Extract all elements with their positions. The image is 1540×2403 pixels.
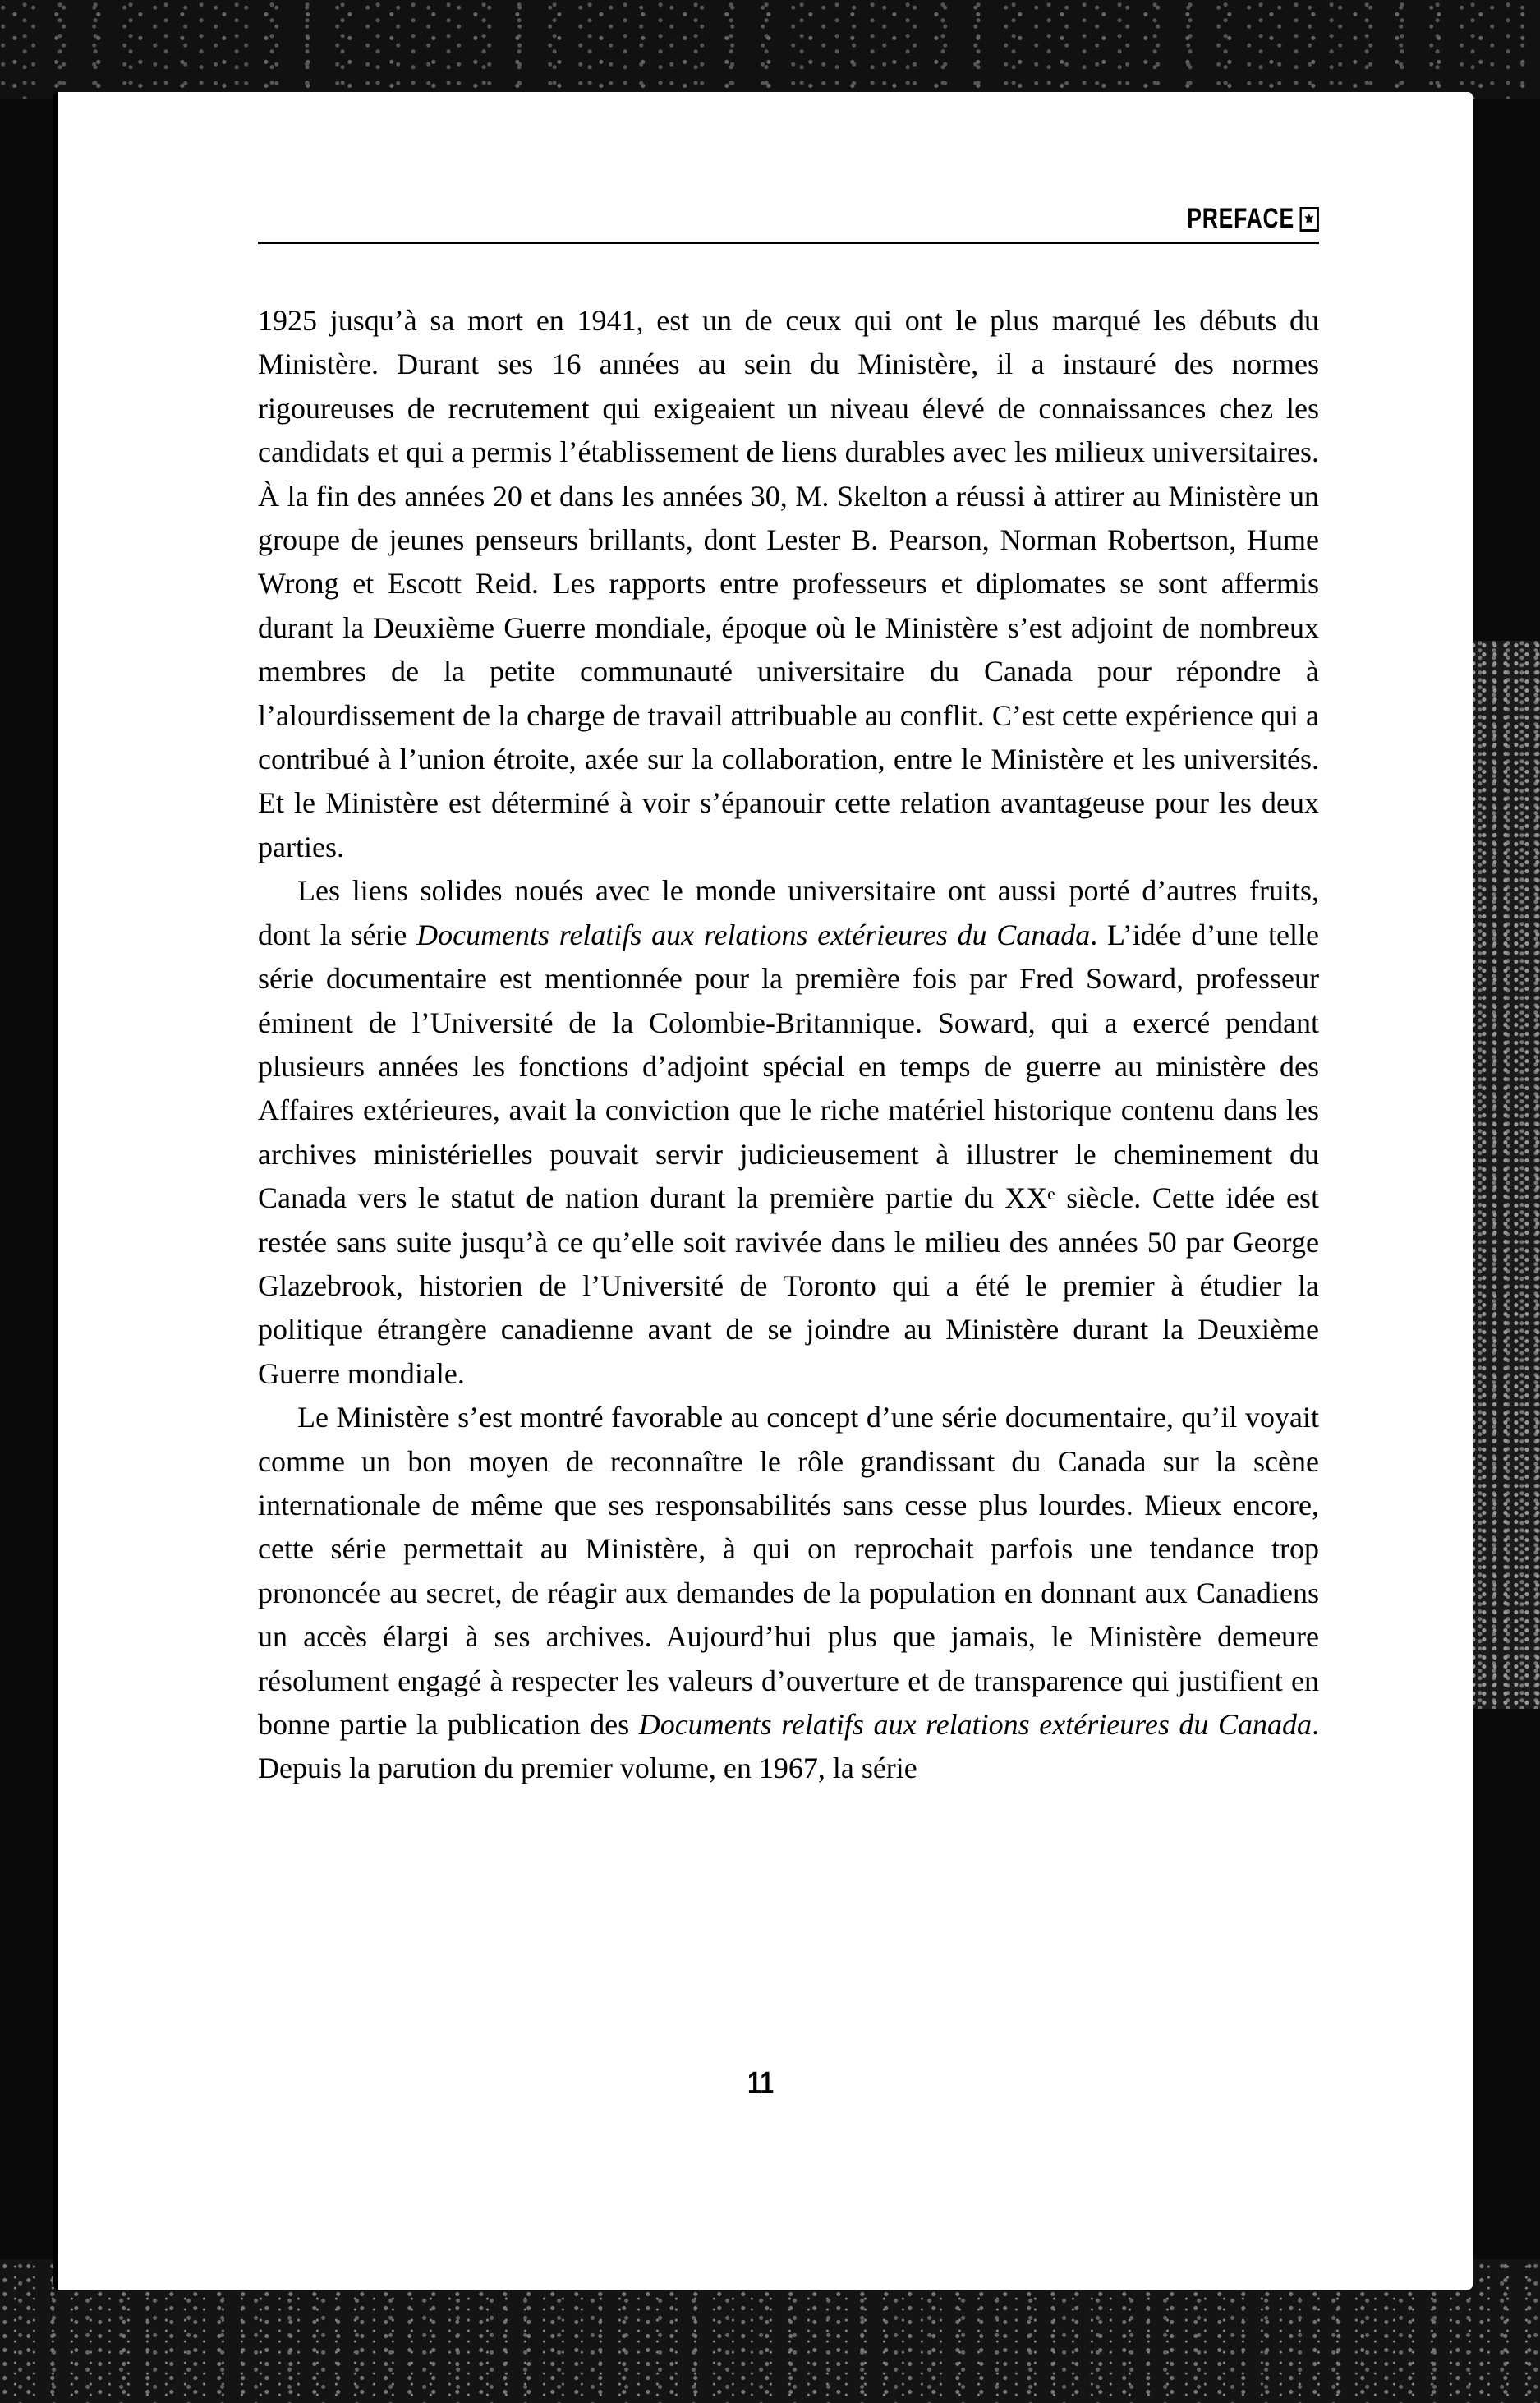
paragraph <box>258 299 1319 869</box>
text-run: 1925 jusqu’à sa mort en 1941, est un de ceux qui ont le plus marqué les débuts du Ministère. Durant ses 16 années au sein du Ministère, il a instauré des normes rigoureuses de recrutement qui exigeaient un niveau élevé de connaissances chez les candidats et qui a permis l’établissement de liens durables avec les milieux universitaires. À la fin des années 20 et dans les années 30, M. Skelton a réussi à attirer au Ministère un groupe de jeunes penseurs brillants, dont Lester B. Pearson, Norman Robertson, Hume Wrong et Escott Reid. Les rapports entre professeurs et diplomates se sont affermis durant la Deuxième Guerre mondiale, époque où le Ministère s’est adjoint de nombreux membres de la petite communauté universitaire du Canada pour répondre à l’alourdissement de la charge de travail attribuable au conflit. C’est cette expérience qui a contribué à l’union étroite, axée sur la collaboration, entre le Ministère et les universités. Et le Ministère est déterminé à voir s’épanouir cette relation avantageuse pour les deux parties. <box>258 304 1319 863</box>
scan-border-right <box>1470 641 1540 1709</box>
text-run: . Depuis la parution du premier volume, en 1967, la série <box>258 1708 1319 1785</box>
book-page <box>53 92 1473 2290</box>
running-head <box>258 191 1319 244</box>
text-run: Le Ministère s’est montré favorable au concept d’une série documentaire, qu’il voyait comme un bon moyen de reconnaître le rôle grandissant du Canada sur la scène internationale de même que ses responsabilités sans cesse plus lourdes. Mieux encore, cette série permettait au Ministère, à qui on reprochait parfois une tendance trop prononcée au secret, de réagir aux demandes de la population en donnant aux Canadiens un accès élargi à ses archives. Aujourd’hui plus que jamais, le Ministère demeure résolument engagé à respecter les valeurs d’ouverture et de transparence qui justifient en bonne partie la publication des <box>258 1401 1319 1741</box>
folio-area <box>58 1126 1473 1175</box>
paragraph <box>258 1396 1319 1791</box>
italic-title: Documents relatifs aux relations extérieures du Canada <box>638 1708 1312 1741</box>
running-head-title: PREFACE <box>1187 203 1295 234</box>
text-run: . L’idée d’une telle série documentaire est mentionnée pour la première fois par Fred Soward, professeur éminent de l’Université de la Colombie-Britannique. Soward, qui a exercé pendant plusieurs années les fonctions d’adjoint spécial en temps de guerre au ministère des Affaires extérieures, avait la conviction que le riche matériel historique contenu dans les archives ministérielles pouvait servir judicieusement à illustrer le cheminement du Canada vers le statut de nation durant la première partie du XXᵉ siècle. Cette idée est restée sans suite jusqu’à ce qu’elle soit ravivée dans le milieu des années 50 par George Glazebrook, historien de l’Université de Toronto qui a été le premier à étudier la politique étrangère canadienne avant de se joindre au Ministère durant la Deuxième Guerre mondiale. <box>258 918 1319 1390</box>
text-run: Les liens solides noués avec le monde universitaire ont aussi porté d’autres fruits, dont la série <box>258 874 1319 951</box>
body-text <box>258 299 1319 1791</box>
running-head-label <box>1188 203 1319 235</box>
italic-title: Documents relatifs aux relations extérieures du Canada <box>416 918 1091 951</box>
page-footer <box>53 2066 1468 2101</box>
scan-border-top <box>0 0 1540 99</box>
maple-leaf-box-icon <box>1300 207 1319 232</box>
page-number: 11 <box>747 2066 775 2101</box>
